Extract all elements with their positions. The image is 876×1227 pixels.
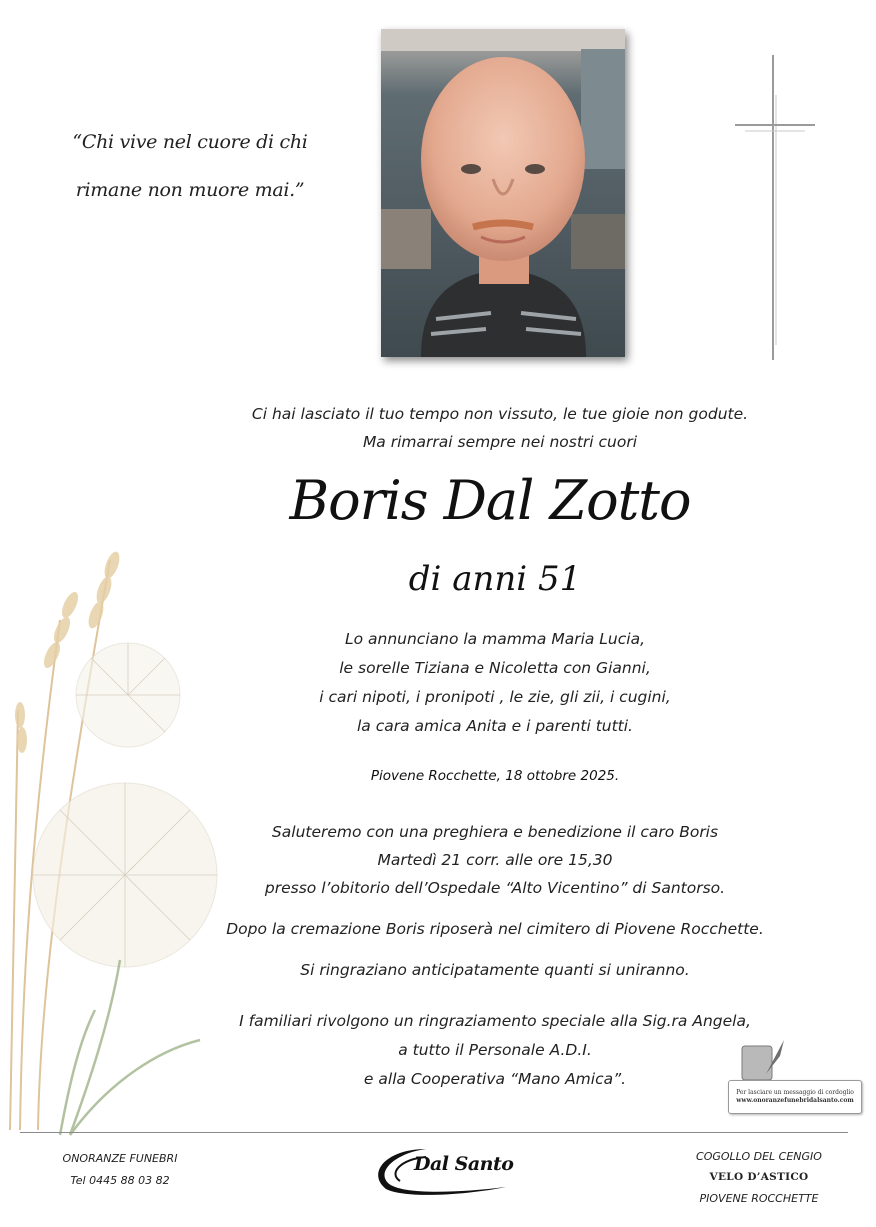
portrait-illustration — [381, 29, 625, 357]
footer-left — [40, 1148, 200, 1192]
thanks-line: I familiari rivolgono un ringraziamento speciale alla Sig.ra Angela, — [239, 1012, 751, 1030]
footer-phone: Tel 0445 88 03 82 — [70, 1174, 170, 1187]
announcement-line: Lo annunciano la mamma Maria Lucia, — [344, 630, 646, 648]
announcement-text — [150, 625, 840, 741]
thanks-line: e alla Cooperativa “Mano Amica”. — [363, 1070, 627, 1088]
service-info — [150, 818, 840, 902]
thanks-line: a tutto il Personale A.D.I. — [398, 1041, 592, 1059]
announcement-line: la cara amica Anita e i parenti tutti. — [356, 717, 633, 735]
deceased-name: Boris Dal Zotto — [289, 469, 691, 532]
cross-icon — [730, 55, 820, 360]
footer-company-title: ONORANZE FUNEBRI — [62, 1152, 178, 1165]
portrait-photo — [381, 29, 625, 357]
service-line: presso l’obitorio dell’Ospedale “Alto Vicentino” di Santorso. — [264, 879, 726, 897]
announcement-line: i cari nipoti, i pronipoti , le zie, gli zii, i cugini, — [319, 688, 671, 706]
quote-line-2: rimane non muore mai.” — [75, 179, 305, 201]
footer-right — [664, 1146, 854, 1209]
cremation-note: Dopo la cremazione Boris riposerà nel cimitero di Piovene Rocchette. — [226, 920, 764, 938]
company-logo — [366, 1143, 516, 1199]
condolence-line-2: www.onoranzefunebridalsanto.com — [736, 1097, 854, 1104]
place-date: Piovene Rocchette, 18 ottobre 2025. — [370, 768, 620, 784]
epitaph-quote — [60, 118, 320, 214]
deceased-age: di anni 51 — [408, 559, 582, 599]
service-line: Martedì 21 corr. alle ore 15,30 — [377, 851, 613, 869]
footer-town-2: VELO D’ASTICO — [709, 1171, 809, 1183]
service-line: Saluteremo con una preghiera e benedizione il caro Boris — [271, 823, 719, 841]
condolence-line-1: Per lasciare un messaggio di cordoglio — [736, 1089, 854, 1096]
footer-divider — [20, 1132, 848, 1133]
intro-text — [150, 400, 850, 456]
intro-line-2: Ma rimarrai sempre nei nostri cuori — [362, 433, 638, 451]
intro-line-1: Ci hai lasciato il tuo tempo non vissuto, le tue gioie non godute. — [251, 405, 749, 423]
condolence-box[interactable] — [728, 1080, 862, 1114]
quill-scroll-icon — [736, 1036, 796, 1084]
quote-line-1: “Chi vive nel cuore di chi — [72, 131, 308, 153]
logo-text: Dal Santo — [414, 1153, 514, 1175]
condolence-message-link[interactable] — [728, 1036, 864, 1116]
footer-town-3: PIOVENE ROCCHETTE — [699, 1192, 819, 1205]
advance-thanks: Si ringraziano anticipatamente quanti si uniranno. — [300, 961, 690, 979]
footer-town-1: COGOLLO DEL CENGIO — [696, 1150, 822, 1163]
announcement-line: le sorelle Tiziana e Nicoletta con Gianni, — [339, 659, 651, 677]
